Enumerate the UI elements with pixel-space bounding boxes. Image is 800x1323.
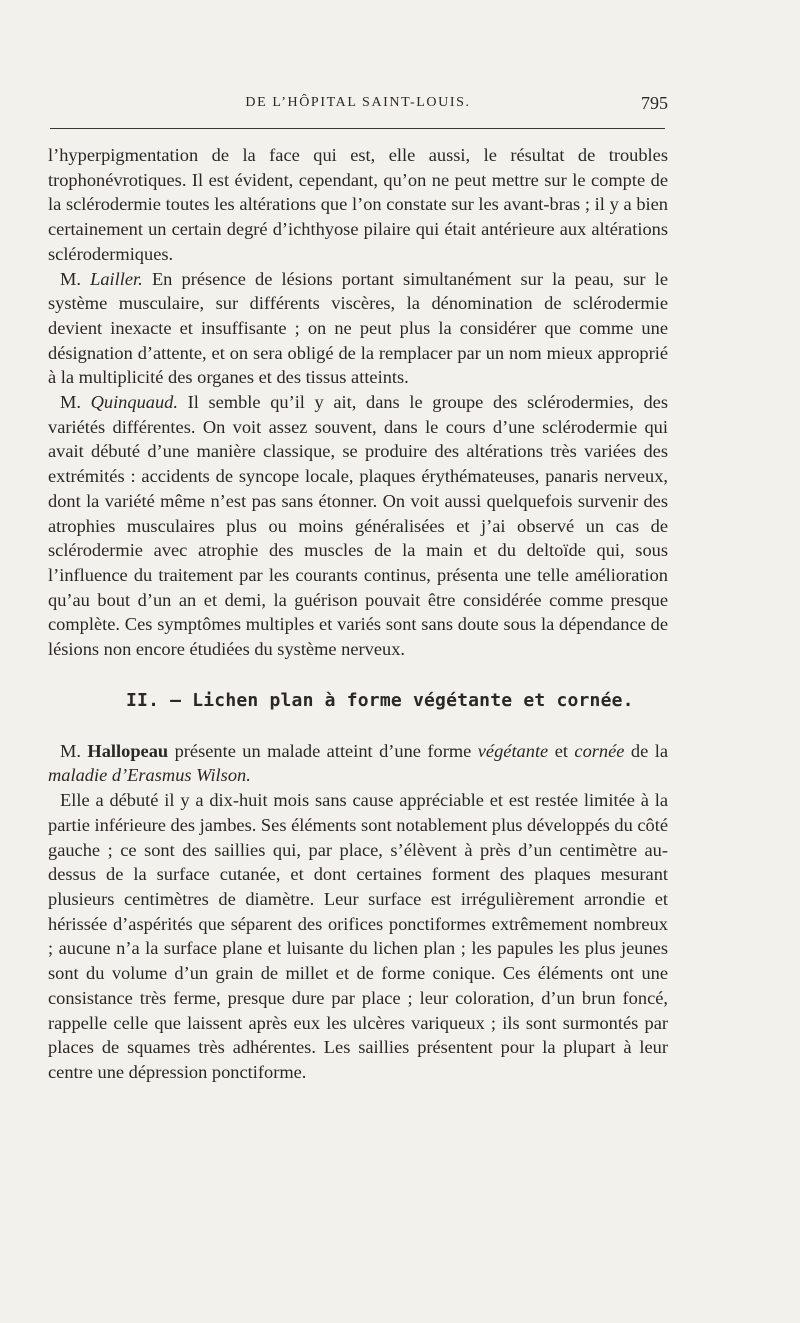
running-head: DE L’HÔPITAL SAINT-LOUIS.: [245, 95, 471, 110]
paragraph-1: l’hyperpigmentation de la face qui est, elle aussi, le résultat de troubles trophonévrotiques. Il est évident, cependant, qu’on ne peut mettre sur le compte de la sclérodermie toutes les altérations que l’on constate sur les avant-bras ; il y a bien certainement un certain degré d’ichthyose pilaire qui était antérieure aux altérations sclérodermiques.: [48, 145, 668, 264]
term-cornee: cornée: [574, 740, 625, 761]
paragraph-4-text-b: et: [554, 740, 568, 761]
term-maladie-erasmus-wilson: maladie d’Erasmus Wilson.: [48, 765, 251, 786]
speaker-prefix: M.: [60, 740, 81, 761]
paragraph-4-text-a: présente un malade atteint d’une forme: [174, 740, 472, 761]
header-rule: [50, 128, 665, 129]
paragraph-2-text: En présence de lésions portant simultanément sur la peau, sur le système musculaire, sur différents viscères, la dénomination de sclérodermie devient inexacte et insuffisante ; on ne peut plus la considérer que comme une désignation d’attente, et on sera obligé de la remplacer par un nom mieux approprié à la multiplicité des organes et des tissus atteints.: [48, 268, 668, 388]
body-text: [48, 143, 668, 1085]
paragraph-2: [48, 267, 668, 391]
page-number: 795: [641, 93, 668, 113]
speaker-hallopeau: Hallopeau: [87, 740, 169, 761]
paragraph-4-text-c: de la: [630, 740, 668, 761]
page-header: [48, 93, 668, 117]
speaker-prefix: M.: [60, 392, 81, 413]
section-heading: II. — Lichen plan à forme végétante et cornée.: [126, 689, 634, 711]
paragraph-5: Elle a débuté il y a dix-huit mois sans cause appréciable et est restée limitée à la partie inférieure des jambes. Ses éléments sont notablement plus développés du côté gauche ; ce sont des saillies qui, par place, s’élèvent à près d’un centimètre au-dessus de la surface cutanée, et dont certaines forment des plaques mesurant plusieurs centimètres de diamètre. Leur surface est irrégulièrement arrondie et hérissée d’aspérités que séparent des orifices ponctiformes extrêmement nombreux ; aucune n’a la surface plane et luisante du lichen plan ; les papules les plus jeunes sont du volume d’un grain de millet et de forme conique. Ces éléments ont une consistance très ferme, presque dure par place ; leur coloration, d’un brun foncé, rappelle celle que laissent après eux les ulcères variqueux ; ils sont surmontés par places de squames très adhérentes. Les saillies présentent pour la plupart à leur centre une dépression ponctiforme.: [48, 790, 668, 1082]
paragraph-4: [48, 739, 668, 788]
book-page: [48, 0, 668, 1323]
speaker-lailler: Lailler.: [90, 268, 143, 289]
paragraph-3: [48, 390, 668, 662]
speaker-quinquaud: Quinquaud.: [90, 392, 178, 413]
speaker-prefix: M.: [60, 268, 81, 289]
paragraph-3-text: Il semble qu’il y ait, dans le groupe des sclérodermies, des variétés différentes. On voit assez souvent, dans le cours d’une sclérodermie qui avait débuté d’une manière classique, se produire des altérations très variées des extrémités : accidents de syncope locale, plaques érythémateuses, panaris nerveux, dont la variété même n’est pas sans étonner. On voit aussi quelquefois survenir des atrophies musculaires plus ou moins généralisées et j’ai observé un cas de sclérodermie avec atrophie des muscles de la main et du deltoïde qui, sous l’influence du traitement par les courants continus, présenta une telle amélioration qu’au bout d’un an et demi, la guérison pouvait être considérée comme presque complète. Ces symptômes multiples et variés sont sans doute sous la dépendance de lésions non encore étudiées du système nerveux.: [48, 392, 668, 660]
term-vegetante: végétante: [477, 740, 549, 761]
